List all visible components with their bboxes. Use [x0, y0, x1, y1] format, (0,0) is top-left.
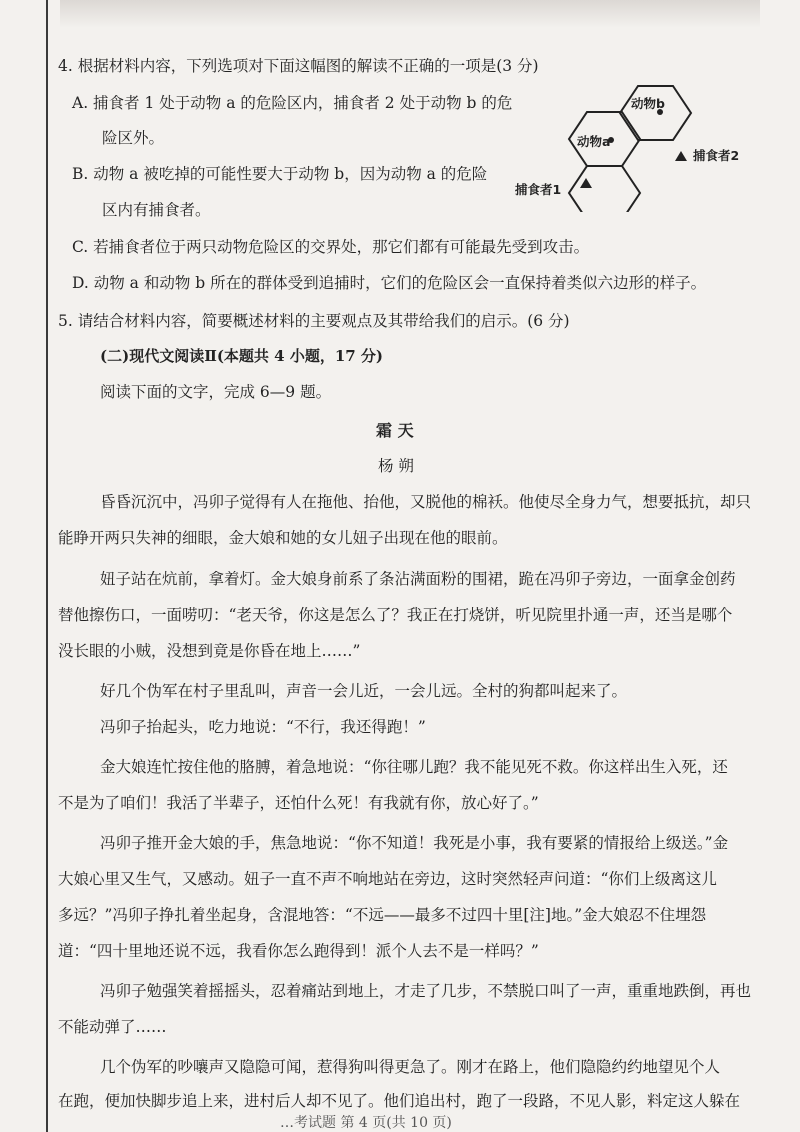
label-predator-1: 捕食者1	[515, 182, 562, 197]
story-line-15: 不能动弹了……	[58, 1018, 167, 1036]
story-line-5: 没长眼的小贼，没想到竟是你昏在地上……”	[58, 642, 361, 660]
story-line-13: 道：“四十里地还说不远，我看你怎么跑得到！派个人去不是一样吗？”	[58, 942, 539, 960]
story-line-10: 冯卯子推开金大娘的手，焦急地说：“你不知道！我死是小事，我有要紧的情报给上级送。”金	[100, 834, 729, 852]
label-predator-2: 捕食者2	[693, 148, 740, 163]
label-animal-a: 动物a	[577, 134, 611, 149]
question-4-stem: 4. 根据材料内容，下列选项对下面这幅图的解读不正确的一项是(3 分)	[58, 57, 539, 75]
page-footer: …考试题 第 4 页(共 10 页)	[280, 1115, 452, 1131]
option-b-line1: B. 动物 a 被吃掉的可能性要大于动物 b，因为动物 a 的危险	[72, 165, 488, 183]
story-line-12: 多远？”冯卯子挣扎着坐起身，含混地答：“不远——最多不过四十里[注]地。”金大娘忍不住埋怨	[58, 906, 707, 924]
story-title: 霜 天	[376, 421, 414, 440]
section-header: (二)现代文阅读Ⅱ(本题共 4 小题，17 分)	[100, 347, 384, 365]
story-line-6: 好几个伪军在村子里乱叫，声音一会儿近，一会儿远。全村的狗都叫起来了。	[100, 682, 628, 700]
option-c: C. 若捕食者位于两只动物危险区的交界处，那它们都有可能最先受到攻击。	[72, 238, 590, 256]
option-a-line1: A. 捕食者 1 处于动物 a 的危险区内，捕食者 2 处于动物 b 的危	[72, 94, 513, 112]
scan-top-bleed	[60, 0, 760, 28]
story-author: 杨 朔	[378, 457, 414, 475]
story-line-8: 金大娘连忙按住他的胳膊，着急地说：“你往哪儿跑？我不能见死不救。你这样出生入死，还	[100, 758, 728, 776]
story-line-1: 昏昏沉沉中，冯卯子觉得有人在拖他、抬他，又脱他的棉袄。他使尽全身力气，想要抵抗，却只	[100, 493, 752, 511]
story-line-4: 替他擦伤口，一面唠叨：“老天爷，你这是怎么了？我正在打烧饼，听见院里扑通一声，还当是哪个	[58, 606, 733, 624]
predator-2-marker	[675, 151, 687, 161]
story-line-7: 冯卯子抬起头，吃力地说：“不行，我还得跑！”	[100, 718, 426, 736]
predator-1-marker	[580, 178, 592, 188]
binding-margin-line	[46, 0, 48, 1132]
story-line-16: 几个伪军的吵嚷声又隐隐可闻，惹得狗叫得更急了。刚才在路上，他们隐隐约约地望见个人	[100, 1058, 721, 1076]
story-line-3: 妞子站在炕前，拿着灯。金大娘身前系了条沾满面粉的围裙，跪在冯卯子旁边，一面拿金创药	[100, 570, 736, 588]
story-line-2: 能睁开两只失神的细眼，金大娘和她的女儿妞子出现在他的眼前。	[58, 529, 508, 547]
section-instruction: 阅读下面的文字，完成 6—9 题。	[100, 383, 332, 401]
option-a-line2: 险区外。	[102, 129, 165, 147]
label-animal-b: 动物b	[631, 96, 665, 111]
story-line-9: 不是为了咱们！我活了半辈子，还怕什么死！有我就有你，放心好了。”	[58, 794, 539, 812]
option-d: D. 动物 a 和动物 b 所在的群体受到追捕时，它们的危险区会一直保持着类似六边形的样子。	[72, 274, 707, 292]
question-5: 5. 请结合材料内容，简要概述材料的主要观点及其带给我们的启示。(6 分)	[58, 312, 570, 330]
option-b-line2: 区内有捕食者。	[102, 201, 211, 219]
story-line-11: 大娘心里又生气，又感动。妞子一直不声不响地站在旁边，这时突然轻声问道：“你们上级离这儿	[58, 870, 717, 888]
story-line-14: 冯卯子勉强笑着摇摇头，忍着痛站到地上，才走了几步，不禁脱口叫了一声，重重地跌倒，再也	[100, 982, 752, 1000]
hexagon-danger-zone-diagram	[505, 82, 770, 212]
story-line-17: 在跑，便加快脚步追上来，进村后人却不见了。他们追出村，跑了一段路，不见人影，料定这人躲在	[58, 1092, 741, 1110]
hexagon-lower	[569, 166, 640, 212]
